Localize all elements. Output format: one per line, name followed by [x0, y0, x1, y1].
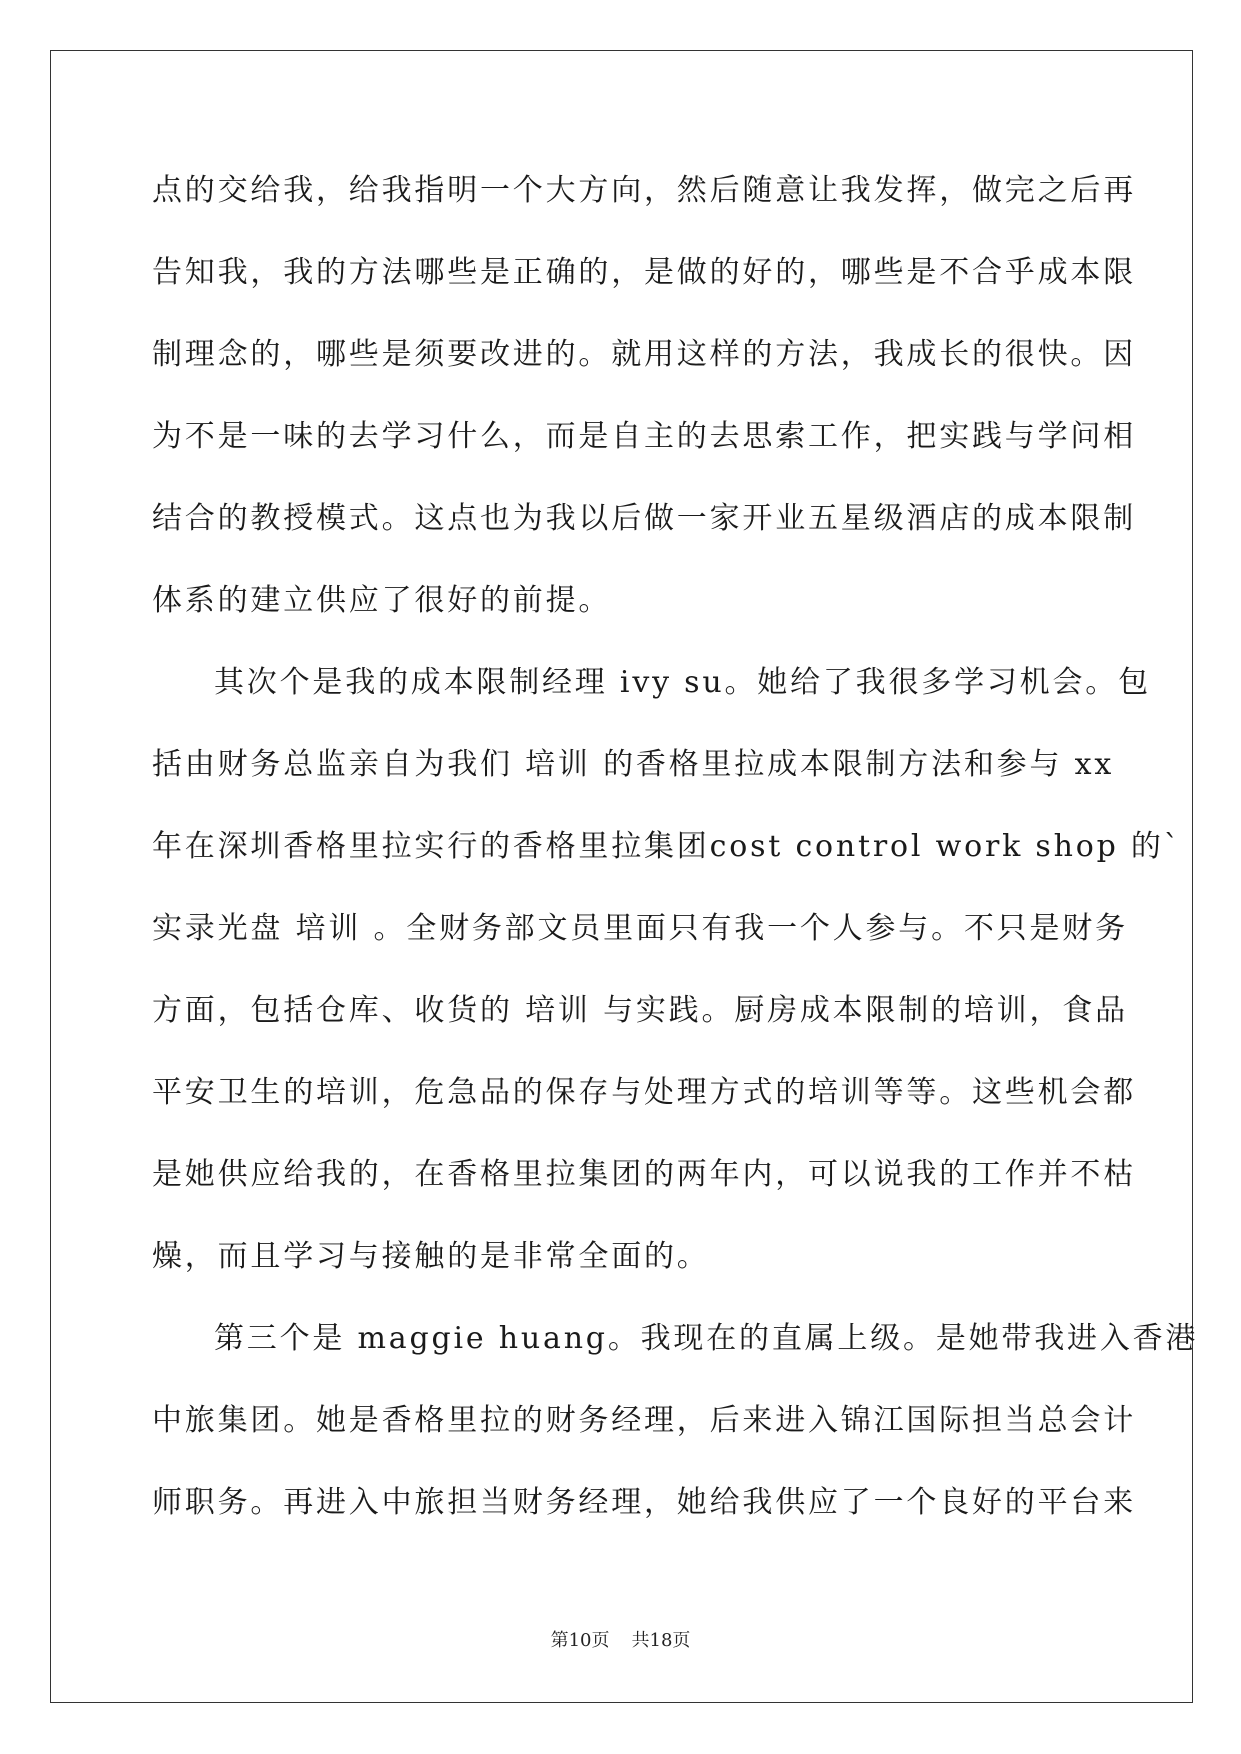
text-line: 结合的教授模式。这点也为我以后做一家开业五星级酒店的成本限制: [152, 501, 1136, 536]
paragraph-start-line: 其次个是我的成本限制经理 ivy su。她给了我很多学习机会。包: [214, 665, 1151, 700]
page-total: 共18页: [631, 1630, 691, 1651]
text-line: 告知我，我的方法哪些是正确的，是做的好的，哪些是不合乎成本限: [152, 255, 1136, 290]
text-line: 方面，包括仓库、收货的 培训 与实践。厨房成本限制的培训，食品: [152, 993, 1128, 1028]
text-line: 括由财务总监亲自为我们 培训 的香格里拉成本限制方法和参与 xx: [152, 747, 1115, 782]
text-line: 制理念的，哪些是须要改进的。就用这样的方法，我成长的很快。因: [152, 337, 1136, 372]
page-number: 第10页: [550, 1630, 610, 1651]
text-line: 平安卫生的培训，危急品的保存与处理方式的培训等等。这些机会都: [152, 1075, 1136, 1110]
text-line: 体系的建立供应了很好的前提。: [152, 583, 612, 618]
document-body: [152, 160, 1199, 1554]
text-line: 实录光盘 培训 。全财务部文员里面只有我一个人参与。不只是财务: [152, 911, 1128, 946]
text-line: 中旅集团。她是香格里拉的财务经理，后来进入锦江国际担当总会计: [152, 1403, 1136, 1438]
page-footer: [0, 1626, 1241, 1652]
text-line: 为不是一味的去学习什么，而是自主的去思索工作，把实践与学问相: [152, 419, 1136, 454]
paragraph-start-line: 第三个是 maggie huang。我现在的直属上级。是她带我进入香港: [214, 1321, 1199, 1356]
text-line: 点的交给我，给我指明一个大方向，然后随意让我发挥，做完之后再: [152, 173, 1136, 208]
text-line: 燥，而且学习与接触的是非常全面的。: [152, 1239, 710, 1274]
text-line: 年在深圳香格里拉实行的香格里拉集团cost control work shop 的`: [152, 829, 1182, 864]
text-line: 师职务。再进入中旅担当财务经理，她给我供应了一个良好的平台来: [152, 1485, 1136, 1520]
text-line: 是她供应给我的，在香格里拉集团的两年内，可以说我的工作并不枯: [152, 1157, 1136, 1192]
